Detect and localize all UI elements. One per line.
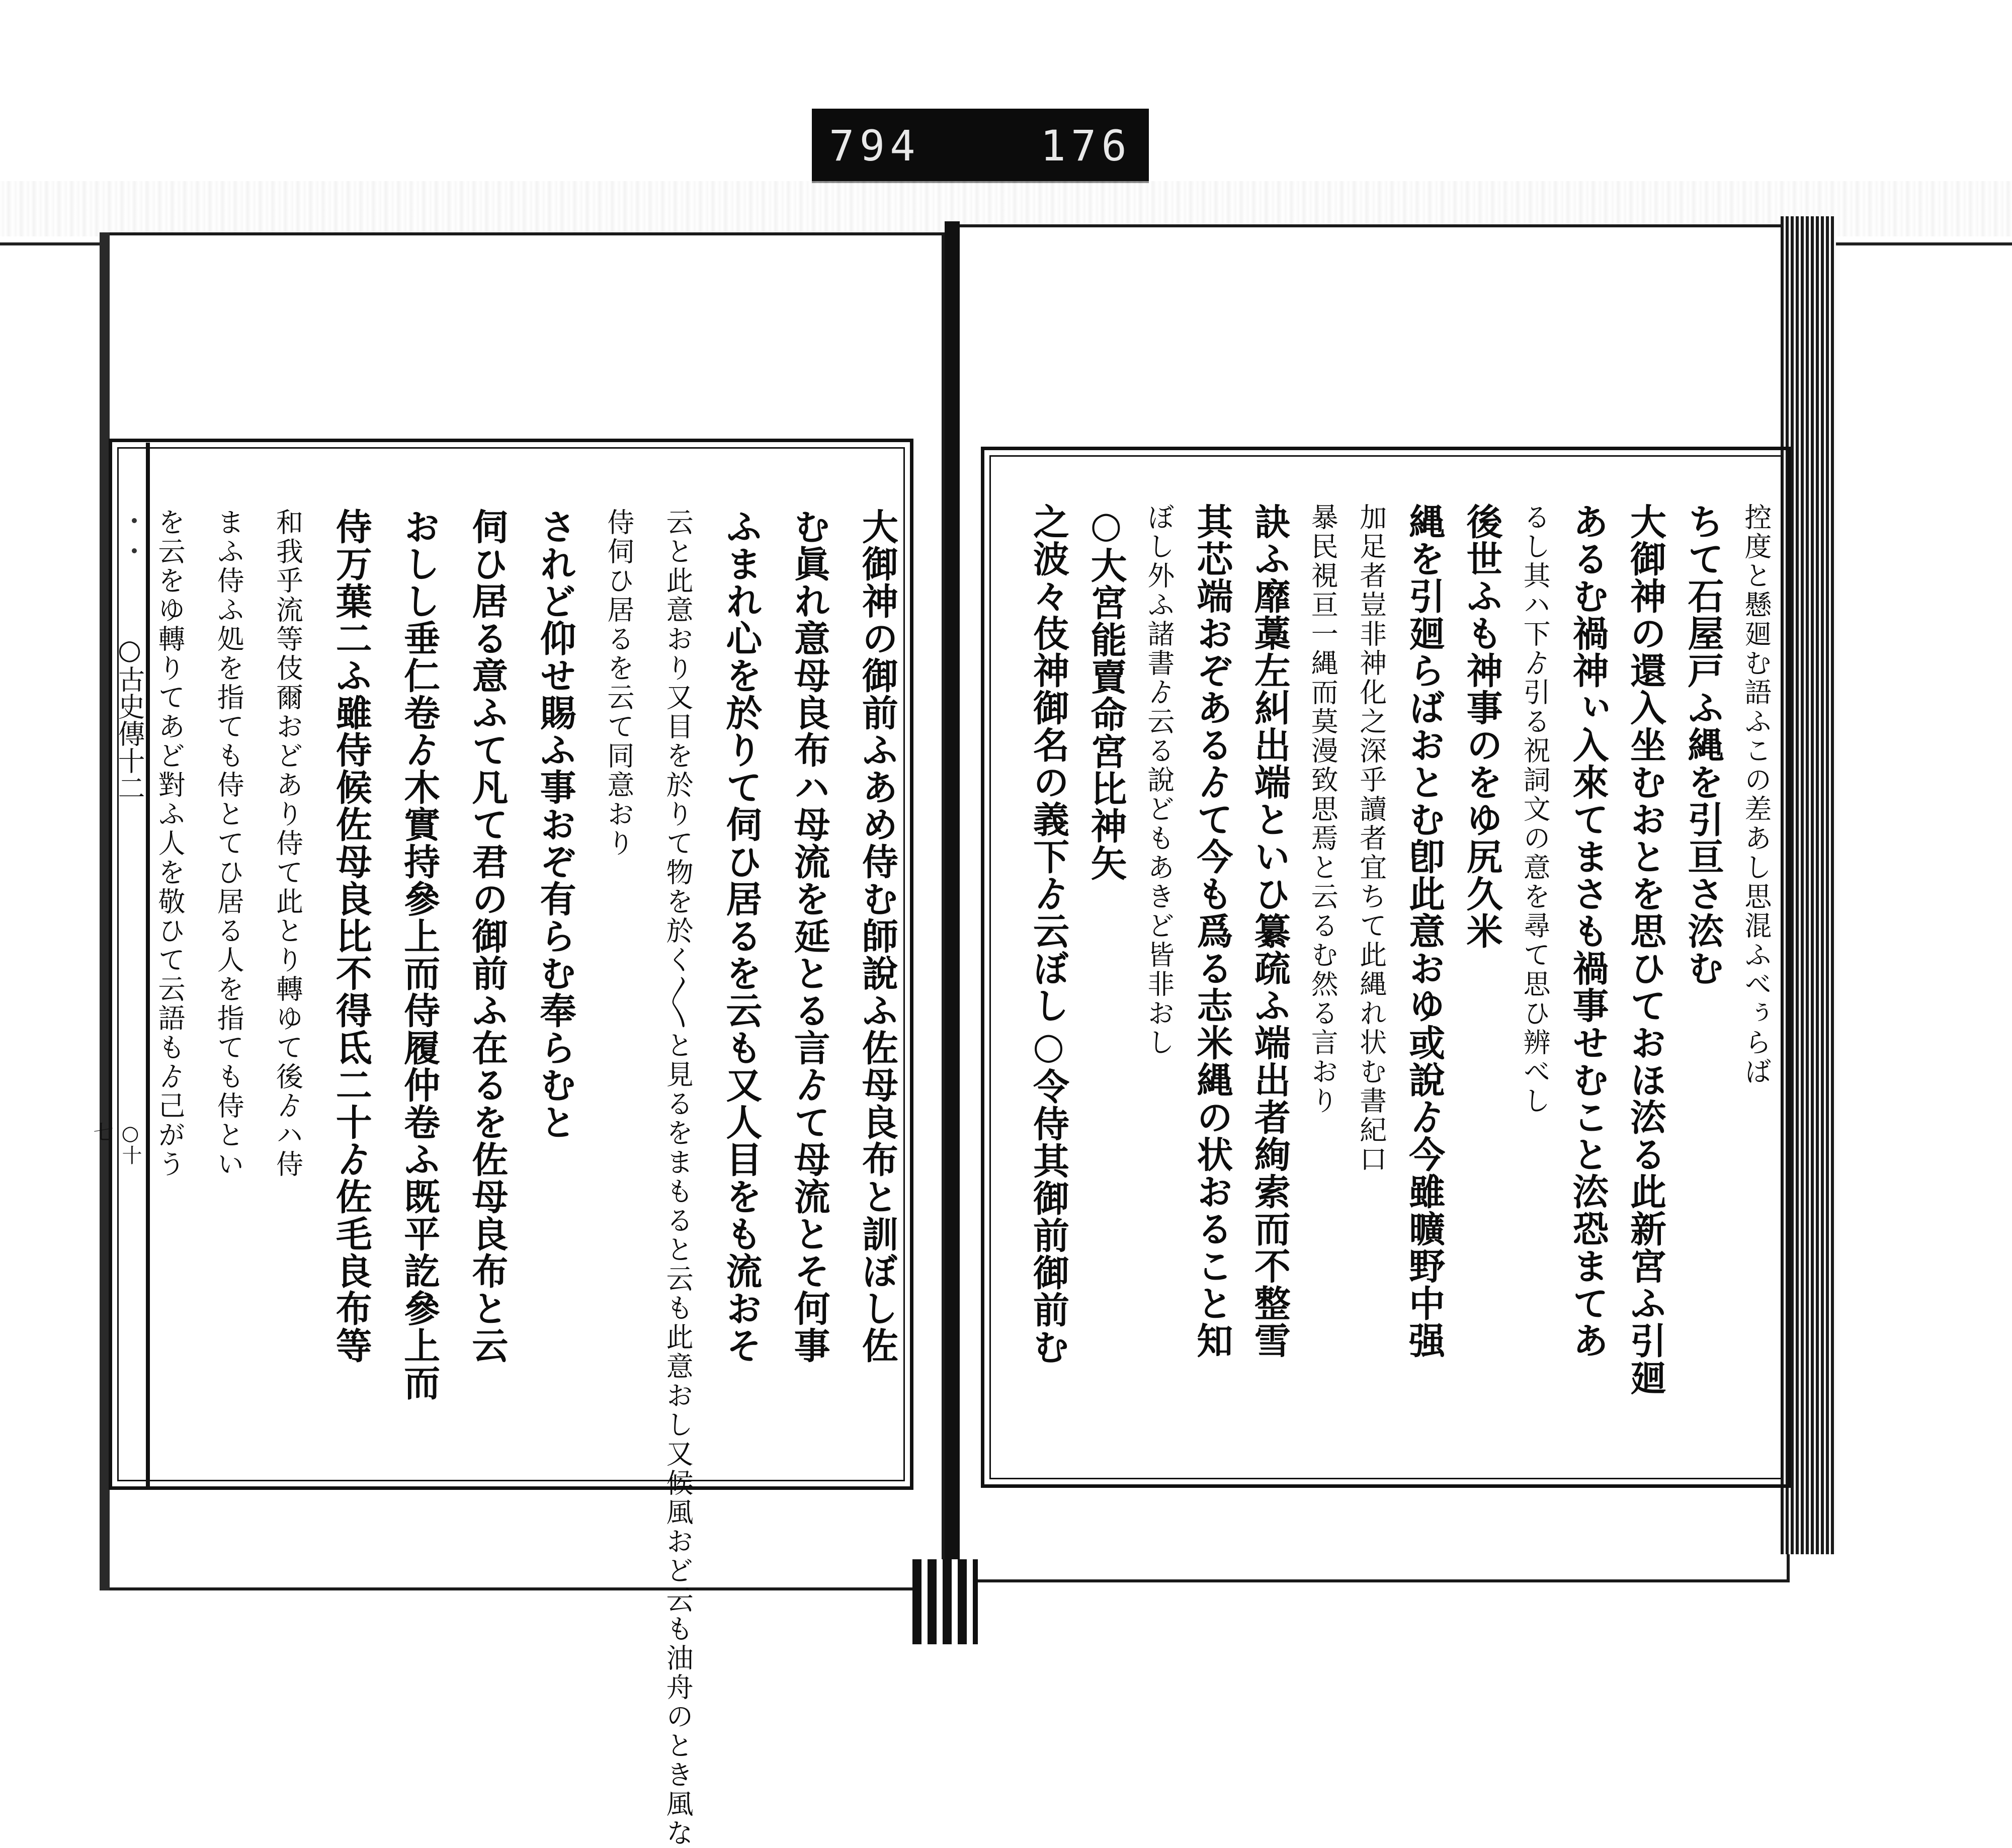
text-column: ○大宮能賣命宮比神矢 xyxy=(1084,503,1128,882)
text-column: 之波々伎神御名の義下ゟ云ぼし○令侍其御前御前む xyxy=(1027,503,1070,1366)
text-column: 伺ひ居る意ふて凡て君の御前ふ在るを佐母良布と云 xyxy=(466,508,509,1364)
text-column: 暴民視亘一縄而莫漫致思焉と云るむ然る言おり xyxy=(1307,503,1339,1116)
text-column: 其芯端おぞあるゟて今も爲る志米縄の状おること知 xyxy=(1191,503,1234,1359)
running-head: ○古史傳十二 xyxy=(114,634,145,801)
text-column: ちて石屋戸ふ縄を引亘さ㳒む xyxy=(1682,503,1725,987)
text-column: ふまれ心を於りて伺ひ居るを云も又人目をも流おそ xyxy=(720,508,763,1364)
film-stamp xyxy=(812,109,1149,183)
text-column: 大御神の御前ふあめ侍む師說ふ佐母良布と訓ぼし佐 xyxy=(856,508,899,1364)
folio-number: ○十七 xyxy=(90,1122,142,1165)
left-page-edge xyxy=(100,232,110,1590)
text-column: ぼし外ふ諸書ゟ云る說どもあきど皆非おし xyxy=(1143,503,1175,1057)
text-column: るし其ハ下ゟ引る祝詞文の意を尋て思ひ辨べし xyxy=(1519,503,1551,1116)
book-spine xyxy=(945,221,960,1644)
text-column: 大御神の還入坐むおとを思ひておほ㳒る此新宮ふ引廻 xyxy=(1624,503,1667,1396)
text-column: 和我乎流等伎爾おどあり侍て此とり轉ゆて後ゟハ侍 xyxy=(272,508,304,1179)
text-column: 云と此意おり又目を於りて物を於く〳〵と見るをまもると云も此意おし又候風おど云も油舟のとき風な xyxy=(662,508,694,1848)
text-column: を云をゆ轉りてあど對ふ人を敬ひて云語もゟ己がう xyxy=(154,508,186,1179)
text-column: 縄を引廻らばおとむ卽此意おゆ或說ゟ今雖曠野中强 xyxy=(1403,503,1446,1359)
margin-dot xyxy=(132,518,137,523)
text-column: む眞れ意母良布ハ母流を延とる言ゟて母流とそ何事 xyxy=(788,508,831,1364)
text-column: 侍伺ひ居るを云て同意おり xyxy=(603,508,635,858)
text-column: されど仰せ賜ふ事おぞ有らむ奉らむと xyxy=(534,508,577,1141)
left-page-columns xyxy=(154,508,899,1848)
text-column: 侍万葉二ふ雖侍候佐母良比不得氐二十ゟ佐毛良布等 xyxy=(329,508,373,1364)
text-column: 訣ふ靡藁左糾出端といひ纂疏ふ端出者絢索而不整雪 xyxy=(1248,503,1291,1359)
margin-dot xyxy=(132,548,137,553)
right-page-columns xyxy=(1027,503,1772,1479)
text-column: まふ侍ふ処を指ても侍とてひ居る人を指ても侍とい xyxy=(213,508,245,1179)
text-column: おしし垂仁卷ゟ木實持參上而侍履仲卷ふ既平訖參上而 xyxy=(398,508,441,1401)
stamp-number-left: 794 xyxy=(829,121,920,171)
spine-foot xyxy=(912,1559,978,1644)
text-column: あるむ禍神ぃ入來てまさも禍事せむこと㳒恐まてあ xyxy=(1566,503,1610,1359)
text-column: 後世ふも神事のをゆ尻久米 xyxy=(1460,503,1503,950)
text-column: 加足者豈非神化之深乎讀者宜ちて此縄れ状む書紀口 xyxy=(1355,503,1387,1174)
stamp-number-right: 176 xyxy=(1040,121,1132,171)
text-column: 控度と懸廻む語ふこの差あし思混ふべぅらば xyxy=(1740,503,1772,1086)
